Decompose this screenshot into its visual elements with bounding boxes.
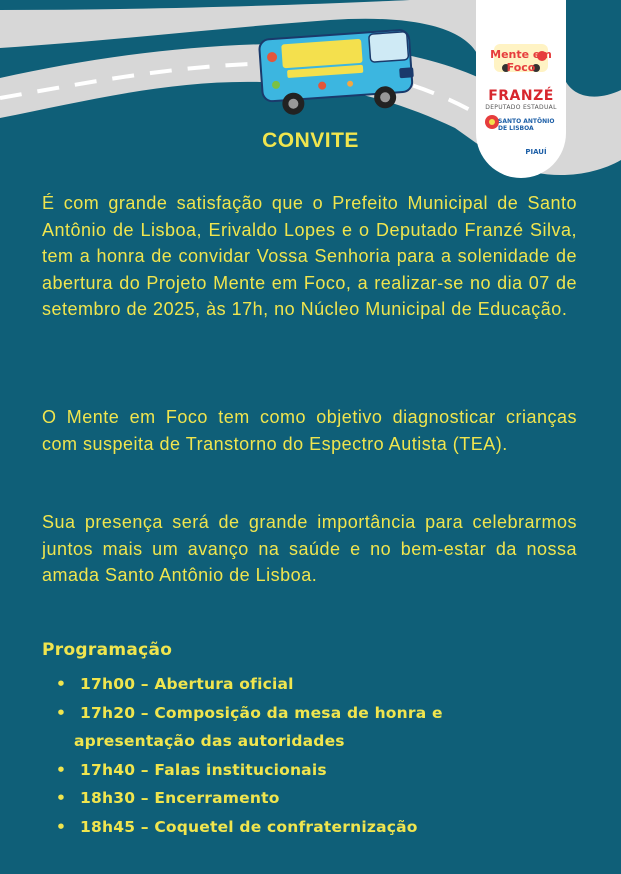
objective-paragraph: O Mente em Foco tem como objetivo diagnosticar crianças com suspeita de Transtorno do Espectro Autista (TEA). [42, 407, 577, 454]
program-item-continuation: apresentação das autoridades [74, 732, 345, 750]
program-item-text: 17h20 – Composição da mesa de honra e [80, 703, 443, 722]
program-item-text: 18h30 – Encerramento [80, 789, 280, 807]
program-item [42, 670, 582, 699]
closing-paragraph: Sua presença será de grande importância para celebrarmos juntos mais um avanço na saúde e no bem-estar da nossa amada Santo Antônio de Lisboa. [42, 512, 577, 585]
program-item [42, 756, 582, 785]
deputado-label: DEPUTADO ESTADUAL [485, 104, 557, 111]
program-item-text: 17h40 – Falas institucionais [80, 760, 327, 779]
program-item-text: 17h00 – Abertura oficial [80, 675, 294, 693]
program-title: Programação [42, 640, 173, 660]
program-item [42, 813, 582, 842]
program-item [42, 699, 582, 756]
piaui-logo: PIAUÍ [525, 148, 547, 156]
santo-antonio-logo: SANTO ANTÔNIO DE LISBOA [498, 118, 555, 132]
program-item [42, 784, 582, 813]
program-item-text: 18h45 – Coquetel de confraternização [80, 817, 418, 836]
franze-logo: FRANZÉ [488, 88, 554, 104]
page-title: CONVITE [262, 129, 359, 152]
intro-paragraph: É com grande satisfação que o Prefeito Municipal de Santo Antônio de Lisboa, Erivaldo Lopes e o Deputado Franzé Silva, tem a honra de convidar Vossa Senhoria para a solenidade de abertura do Projeto Mente em Foco, a realizar-se no dia 07 de setembro de 2025, às 17h, no Núcleo Municipal de Educação. [42, 193, 577, 319]
program-list [42, 670, 582, 841]
mente-em-foco-logo-text: Mente em Foco [490, 48, 552, 74]
